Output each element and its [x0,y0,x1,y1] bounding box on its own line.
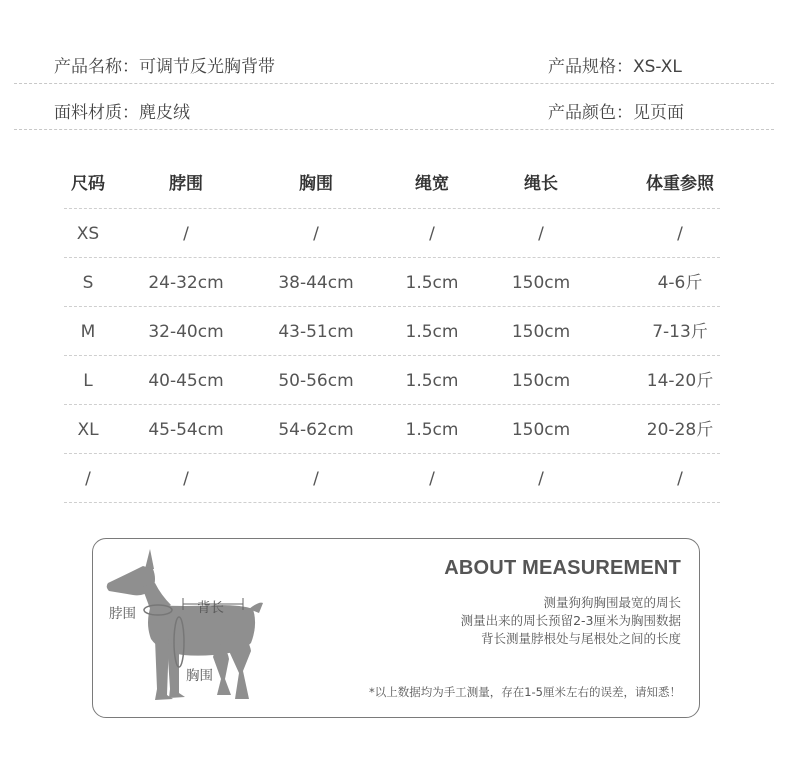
divider [14,83,774,84]
cell-size: XS [76,224,100,244]
cell-rope-length: / [538,224,544,244]
table-row [64,258,720,307]
cell-neck: / [183,469,189,489]
cell-neck: 40-45cm [148,371,224,391]
cell-rope-length: 150cm [511,371,571,391]
product-color: 产品颜色：见页面 [548,103,684,123]
divider [14,129,774,130]
cell-rope-width: 1.5cm [405,322,459,342]
cell-size: / [85,469,91,489]
cell-rope-length: 150cm [511,273,571,293]
cell-chest: / [313,224,319,244]
cell-neck: 32-40cm [148,322,224,342]
cell-weight: / [677,469,683,489]
header-weight: 体重参照 [646,174,714,194]
cell-chest: 54-62cm [278,420,354,440]
cell-weight: 7-13斤 [652,322,708,342]
product-material: 面料材质：麂皮绒 [54,103,190,123]
cell-chest: 50-56cm [278,371,354,391]
neck-label: 脖围 [109,606,136,622]
header-neck: 脖围 [169,174,203,194]
measurement-panel [92,538,700,718]
table-row [64,356,720,405]
measurement-note: *以上数据均为手工测量，存在1-5厘米左右的误差，请知悉！ [368,685,681,699]
table-row [64,454,720,503]
cell-weight: 4-6斤 [657,273,703,293]
product-name: 产品名称：可调节反光胸背带 [54,57,275,77]
table-row [64,209,720,258]
cell-rope-width: 1.5cm [405,420,459,440]
cell-chest: / [313,469,319,489]
product-spec: 产品规格：XS-XL [548,57,682,77]
cell-size: M [80,322,96,342]
header-rope-width: 绳宽 [415,174,449,194]
dog-silhouette-icon [93,539,333,719]
cell-weight: / [677,224,683,244]
cell-neck: / [183,224,189,244]
cell-size: S [82,273,94,293]
header-rope-length: 绳长 [524,174,558,194]
cell-rope-length: 150cm [511,420,571,440]
cell-rope-width: 1.5cm [405,273,459,293]
cell-size: XL [77,420,99,440]
cell-neck: 45-54cm [148,420,224,440]
cell-rope-length: 150cm [511,322,571,342]
cell-weight: 20-28斤 [646,420,714,440]
info-row-2 [14,90,774,130]
measurement-line-1: 测量狗狗胸围最宽的周长 [543,595,681,610]
size-table [64,160,720,503]
measurement-title: ABOUT MEASUREMENT [444,557,681,579]
info-row-1 [14,44,774,84]
cell-size: L [83,371,93,391]
cell-rope-width: / [429,224,435,244]
back-length-label: 背长 [197,600,224,616]
chest-label: 胸围 [186,668,213,684]
cell-rope-width: 1.5cm [405,371,459,391]
cell-neck: 24-32cm [148,273,224,293]
measurement-line-2: 测量出来的周长预留2-3厘米为胸围数据 [460,613,681,628]
cell-chest: 38-44cm [278,273,354,293]
header-size: 尺码 [71,174,105,194]
cell-weight: 14-20斤 [646,371,714,391]
table-row [64,405,720,454]
cell-chest: 43-51cm [278,322,354,342]
cell-rope-width: / [429,469,435,489]
table-header-row [64,160,720,209]
cell-rope-length: / [538,469,544,489]
measurement-line-3: 背长测量脖根处与尾根处之间的长度 [480,631,681,646]
table-row [64,307,720,356]
header-chest: 胸围 [299,174,333,194]
